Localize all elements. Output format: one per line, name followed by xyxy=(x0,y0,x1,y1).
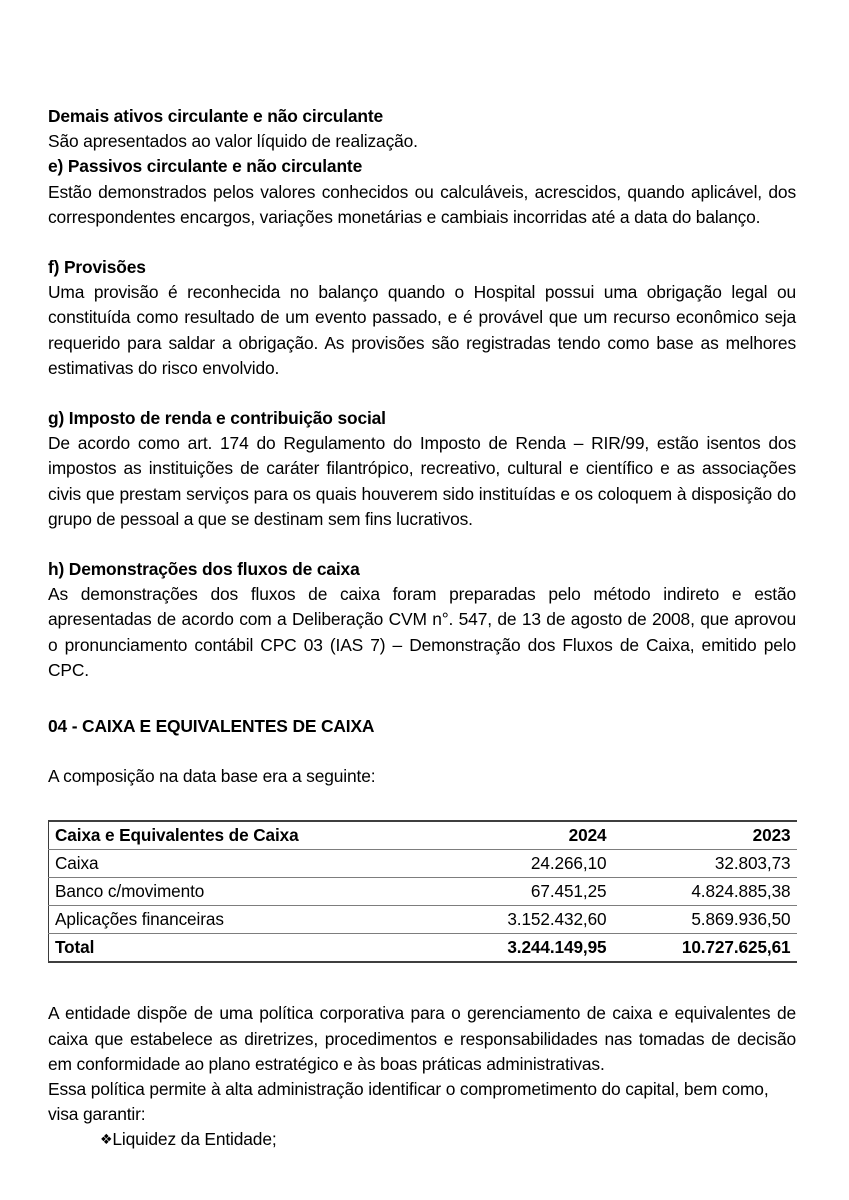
spacer xyxy=(48,739,796,764)
paragraph-imposto-de-renda: De acordo como art. 174 do Regulamento do Imposto de Renda – RIR/99, estão isentos dos impostos as instituições de caráter filantrópico, recreativo, cultural e científico e as associações civis que prestam serviços para os quais houverem sido instituídas e os coloquem à disposição do grupo de pessoal a que se destinam sem fins lucrativos. xyxy=(48,433,796,529)
table-row xyxy=(49,878,797,906)
table-row xyxy=(49,850,797,878)
column-header-2024: 2024 xyxy=(429,821,613,850)
paragraph-politica-garantir: Essa política permite à alta administração identificar o comprometimento do capital, bem como, visa garantir: xyxy=(48,1079,769,1125)
row-value-2023: 4.824.885,38 xyxy=(613,878,797,906)
diamond-bullet-icon: ❖ xyxy=(100,1132,113,1149)
row-value-2024: 24.266,10 xyxy=(429,850,613,878)
spacer xyxy=(48,963,796,1001)
paragraph-passivos: Estão demonstrados pelos valores conhecidos ou calculáveis, acrescidos, quando aplicável, dos correspondentes encargos, variações monetárias e cambiais incorridas até a data do balanço. xyxy=(48,181,796,227)
row-value-2023: 32.803,73 xyxy=(613,850,797,878)
row-label: Caixa xyxy=(49,850,429,878)
paragraph-politica-corporativa: A entidade dispõe de uma política corporativa para o gerenciamento de caixa e equivalentes de caixa que estabelece as diretrizes, procedimentos e responsabilidades nas tomadas de decisão em conformidade ao plano estratégico e às boas práticas administrativas. xyxy=(48,1003,796,1074)
heading-imposto-de-renda: g) Imposto de renda e contribuição social xyxy=(48,408,386,429)
cash-equivalents-table xyxy=(48,820,797,963)
table-header-row xyxy=(49,821,797,850)
document-content xyxy=(48,104,796,1154)
heading-passivos: e) Passivos circulante e não circulante xyxy=(48,156,363,177)
paragraph-provisoes: Uma provisão é reconhecida no balanço quando o Hospital possui uma obrigação legal ou constituída como resultado de um evento passado, e é provável que um recurso econômico seja requerido para saldar a obrigação. As provisões são registradas tendo como base as melhores estimativas do risco envolvido. xyxy=(48,282,796,378)
paragraph-demais-ativos: São apresentados ao valor líquido de realização. xyxy=(48,131,418,152)
row-value-2024: 3.152.432,60 xyxy=(429,906,613,934)
spacer xyxy=(48,230,796,255)
list-item xyxy=(48,1127,796,1153)
table-total-row xyxy=(49,934,797,963)
total-value-2023: 10.727.625,61 xyxy=(613,934,797,963)
row-value-2023: 5.869.936,50 xyxy=(613,906,797,934)
cash-equivalents-table-wrapper xyxy=(48,820,796,963)
total-value-2024: 3.244.149,95 xyxy=(429,934,613,963)
spacer xyxy=(48,381,796,406)
table-row xyxy=(49,906,797,934)
column-header-label: Caixa e Equivalentes de Caixa xyxy=(49,821,429,850)
table-header xyxy=(49,821,797,850)
heading-demais-ativos: Demais ativos circulante e não circulante xyxy=(48,106,384,126)
total-label: Total xyxy=(49,934,429,963)
spacer xyxy=(48,789,796,820)
table-body xyxy=(49,850,797,963)
row-label: Aplicações financeiras xyxy=(49,906,429,934)
row-value-2024: 67.451,25 xyxy=(429,878,613,906)
spacer xyxy=(48,532,796,557)
column-header-2023: 2023 xyxy=(613,821,797,850)
row-label: Banco c/movimento xyxy=(49,878,429,906)
list-item-label: Liquidez da Entidade; xyxy=(112,1129,277,1150)
heading-fluxos-de-caixa: h) Demonstrações dos fluxos de caixa xyxy=(48,559,360,580)
heading-nota-04: 04 - CAIXA E EQUIVALENTES DE CAIXA xyxy=(48,716,375,737)
heading-provisoes: f) Provisões xyxy=(48,257,146,278)
spacer xyxy=(48,683,796,714)
paragraph-fluxos-de-caixa: As demonstrações dos fluxos de caixa foram preparadas pelo método indireto e estão apresentadas de acordo com a Deliberação CVM n°. 547, de 13 de agosto de 2008, que aprovou o pronunciamento contábil CPC 03 (IAS 7) – Demonstração dos Fluxos de Caixa, emitido pelo CPC. xyxy=(48,584,796,680)
paragraph-nota-04-intro: A composição na data base era a seguinte: xyxy=(48,766,376,787)
